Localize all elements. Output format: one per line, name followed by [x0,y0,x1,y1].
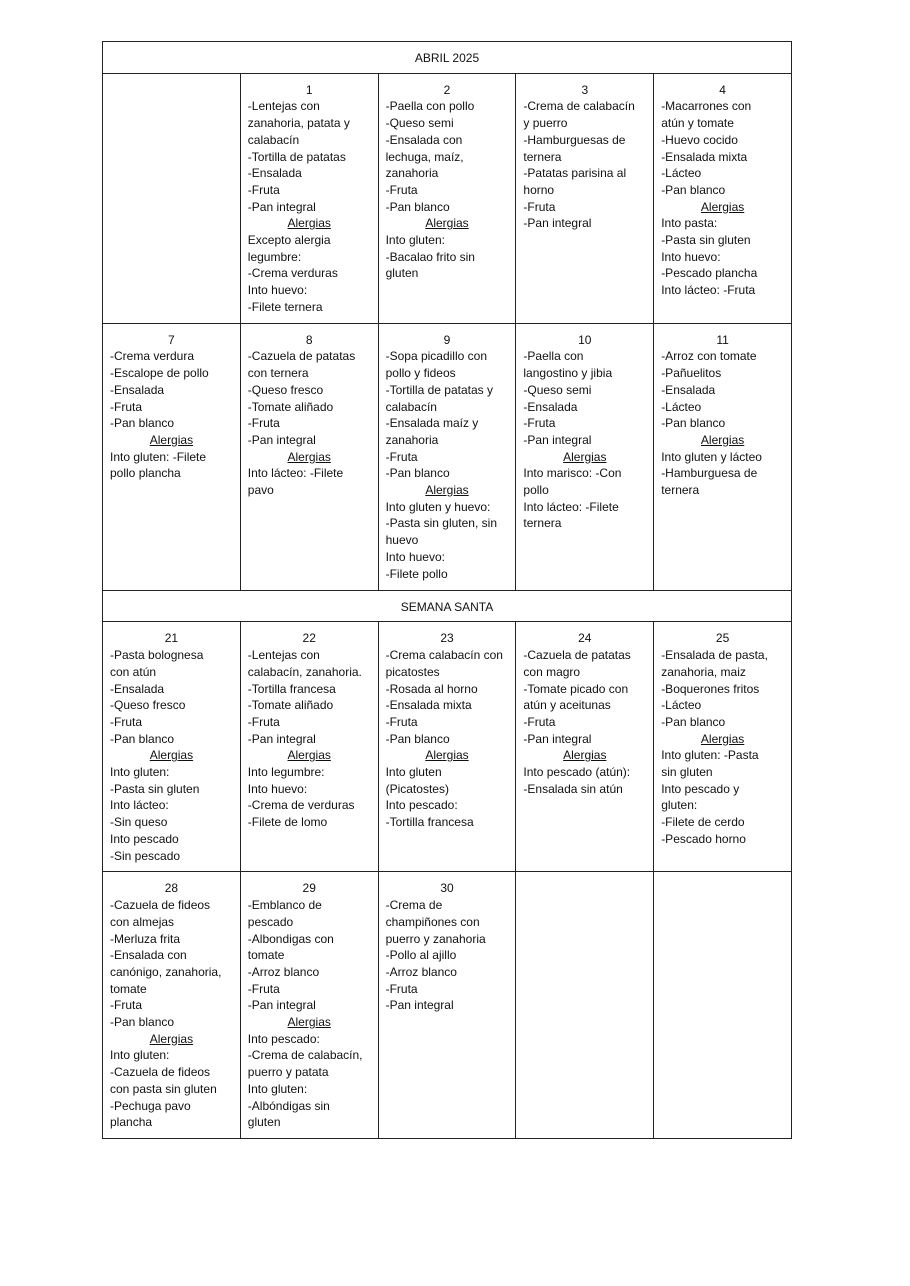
menu-line: Into pasta: [661,216,718,231]
menu-line: -Fruta [247,182,280,197]
menu-line: -Emblanco de [247,898,322,913]
day-cell [654,622,792,872]
allergies-heading: Alergias [287,1015,331,1030]
day-cell [378,323,516,590]
allergies-heading: Alergias [149,1031,194,1046]
menu-line: Into lácteo: -Filete [523,499,619,514]
menu-line: pavo [247,483,274,498]
menu-line: -Pan blanco [661,416,726,431]
menu-line: zanahoria, patata y [247,116,350,131]
menu-line: Into gluten: -Pasta [661,748,759,763]
day-cell [516,73,654,323]
menu-line: -Huevo cocido [661,132,738,147]
menu-line: -Pan blanco [661,182,726,197]
menu-line: -Pan blanco [110,416,175,431]
menu-line: -Fruta [523,199,556,214]
allergies-heading: Alergias [287,449,331,464]
menu-line: Into lácteo: -Filete [247,466,344,481]
menu-line: Into gluten: [110,1048,170,1063]
title-row [103,42,792,74]
menu-line: puerro y zanahoria [385,931,486,946]
day-cell [240,323,378,590]
menu-line: -Crema de verduras [247,798,355,813]
menu-line: gluten [247,1115,281,1130]
menu-line: -Filete ternera [247,299,323,314]
allergies-heading: Alergias [425,748,469,763]
day-number: 29 [302,881,316,896]
day-cell [516,622,654,872]
menu-line: -Tortilla francesa [385,815,474,830]
menu-line: -Ensalada con [385,132,463,147]
menu-line: -Fruta [110,399,143,414]
menu-line: gluten [385,266,419,281]
menu-line: gluten: [661,798,698,813]
menu-line: -Arroz blanco [385,964,457,979]
menu-line: -Sin queso [110,815,168,830]
separator-row [103,590,792,622]
menu-line: puerro y patata [247,1065,329,1080]
menu-line: -Fruta [523,714,556,729]
menu-line: -Cazuela de fideos [110,1065,211,1080]
menu-line: -Crema verdura [110,349,195,364]
menu-line: -Pan blanco [385,466,450,481]
menu-line: Into gluten: [247,1081,308,1096]
menu-line: -Crema de calabacín, [247,1048,363,1063]
menu-line: Into pescado (atún): [523,765,631,780]
menu-line: ternera [523,516,562,531]
day-number: 8 [305,332,313,347]
week-row-3 [103,622,792,872]
menu-line: -Ensalada mixta [661,149,748,164]
day-number: 10 [578,332,592,347]
menu-line: ternera [661,483,700,498]
menu-line: pescado [247,914,294,929]
allergies-heading: Alergias [149,748,194,763]
menu-line: con almejas [110,914,175,929]
day-cell [240,73,378,323]
menu-line: Into huevo: [385,549,445,564]
menu-line: -Pasta sin gluten [110,781,200,796]
day-cell [378,872,516,1139]
menu-line: con magro [523,664,581,679]
menu-line: -Filete de lomo [247,815,328,830]
menu-line: -Pescado plancha [661,266,758,281]
menu-line: zanahoria, maiz [661,664,746,679]
menu-line: -Fruta [247,714,280,729]
menu-line: legumbre: [247,249,302,264]
allergies-heading: Alergias [425,216,469,231]
menu-line: -Queso semi [385,116,454,131]
menu-line: -Queso fresco [247,382,324,397]
menu-line: -Arroz con tomate [661,349,757,364]
menu-line: -Fruta [110,998,143,1013]
menu-line: plancha [110,1115,153,1130]
menu-line: -Arroz blanco [247,964,320,979]
menu-line: Into gluten: -Filete [110,449,207,464]
menu-line: -Pan integral [385,998,454,1013]
day-cell [516,323,654,590]
menu-line: Into huevo: [247,283,308,298]
week-row-1 [103,73,792,323]
menu-line: -Albóndigas sin [247,1098,330,1113]
menu-line: Into marisco: -Con [523,466,622,481]
menu-line: Into pescado [110,831,179,846]
month-title: ABRIL 2025 [103,42,792,74]
allergies-heading: Alergias [287,748,331,763]
menu-line: Into gluten y huevo: [385,499,491,514]
menu-line: -Ensalada maíz y [385,416,479,431]
menu-line: tomate [110,981,147,996]
menu-line: Into gluten y lácteo [661,449,762,464]
day-number: 3 [581,82,589,97]
menu-line: -Ensalada de pasta, [661,648,768,663]
menu-line: -Crema de [385,898,443,913]
day-number: 24 [578,631,592,646]
menu-line: -Fruta [385,182,418,197]
menu-line: -Ensalada [523,399,578,414]
menu-line: sin gluten [661,765,713,780]
menu-line: -Pan blanco [661,714,726,729]
menu-line: Excepto alergia [247,233,331,248]
day-number: 25 [715,631,730,646]
menu-line: -Paella con pollo [385,99,475,114]
menu-line: Into huevo: [661,249,721,264]
menu-table [102,41,792,1139]
allergies-heading: Alergias [149,432,194,447]
day-cell [103,622,241,872]
menu-line: -Crema de calabacín [523,99,635,114]
menu-line: -Tortilla francesa [247,681,336,696]
day-cell [103,872,241,1139]
menu-line: pollo plancha [110,466,181,481]
day-number: 21 [164,631,179,646]
menu-line: -Fruta [247,981,280,996]
day-number: 30 [440,881,454,896]
menu-line: -Cazuela de fideos [110,898,211,913]
menu-line: Into pescado y [661,781,740,796]
day-cell [240,622,378,872]
day-number: 22 [302,631,316,646]
day-number: 2 [443,82,451,97]
menu-line: -Ensalada [110,382,165,397]
menu-line: zanahoria [385,432,439,447]
menu-line: -Merluza frita [110,931,181,946]
menu-line: -Tomate picado con [523,681,629,696]
menu-line: pollo y fideos [385,366,456,381]
menu-line: canónigo, zanahoria, [110,964,222,979]
day-cell [103,323,241,590]
menu-line: -Pasta sin gluten [661,233,751,248]
menu-line: -Lácteo [661,698,702,713]
menu-line: -Lácteo [661,399,702,414]
menu-line: lechuga, maíz, [385,149,464,164]
menu-line: -Ensalada mixta [385,698,472,713]
day-number: 23 [440,631,454,646]
menu-line: con ternera [247,366,309,381]
day-cell [516,872,654,1139]
day-cell [103,73,241,323]
menu-line: -Pan integral [247,998,316,1013]
menu-line: -Lácteo [661,166,702,181]
menu-line: -Pechuga pavo [110,1098,191,1113]
menu-line: -Pollo al ajillo [385,948,457,963]
menu-line: con pasta sin gluten [110,1081,217,1096]
semana-santa-label: SEMANA SANTA [103,590,792,622]
day-cell [654,872,792,1139]
menu-line: zanahoria [385,166,439,181]
allergies-heading: Alergias [700,731,745,746]
menu-line: -Paella con [523,349,584,364]
allergies-heading: Alergias [425,483,469,498]
menu-line: Into legumbre: [247,765,325,780]
menu-line: picatostes [385,664,440,679]
menu-line: Into gluten [385,765,442,780]
menu-line: con atún [110,664,157,679]
menu-line: -Escalope de pollo [110,366,209,381]
menu-line: -Boquerones fritos [661,681,760,696]
menu-line: atún y tomate [661,116,734,131]
menu-line: -Pan integral [523,432,592,447]
menu-line: -Tortilla de patatas y [385,382,493,397]
menu-line: -Fruta [385,449,418,464]
menu-line: -Crema calabacín con [385,648,503,663]
day-cell [378,622,516,872]
menu-line: -Pan blanco [110,1015,175,1030]
menu-line: champiñones con [385,914,480,929]
menu-line: -Patatas parisina al [523,166,627,181]
allergies-heading: Alergias [563,748,607,763]
menu-line: -Ensalada [661,382,716,397]
menu-line: -Filete de cerdo [661,815,745,830]
menu-line: calabacín, zanahoria. [247,664,362,679]
menu-line: -Fruta [385,714,418,729]
menu-line: -Tomate aliñado [247,698,334,713]
week-row-4 [103,872,792,1139]
menu-line: -Queso semi [523,382,592,397]
menu-line: Into pescado: [247,1031,320,1046]
menu-line: horno [523,182,555,197]
menu-line: -Pan integral [523,731,592,746]
menu-line: -Fruta [247,416,280,431]
menu-line: ternera [523,149,562,164]
menu-line: -Queso fresco [110,698,186,713]
menu-line: -Pan integral [523,216,592,231]
menu-line: -Ensalada sin atún [523,781,623,796]
day-cell [378,73,516,323]
week-row-2 [103,323,792,590]
menu-line: -Pan integral [247,432,316,447]
menu-line: -Sopa picadillo con [385,349,487,364]
allergies-heading: Alergias [563,449,607,464]
menu-line: y puerro [523,116,568,131]
allergies-heading: Alergias [700,432,745,447]
day-cell [654,73,792,323]
menu-line: calabacín [385,399,437,414]
allergies-heading: Alergias [287,216,331,231]
menu-line: -Cazuela de patatas [523,648,631,663]
menu-line: pollo [523,483,549,498]
menu-line: -Hamburguesas de [523,132,626,147]
menu-line: -Lentejas con [247,99,320,114]
menu-line: -Rosada al horno [385,681,478,696]
menu-line: -Pasta sin gluten, sin [385,516,497,531]
menu-line: -Ensalada [247,166,302,181]
menu-line: -Pescado horno [661,831,746,846]
menu-line: -Pan integral [247,199,316,214]
menu-line: -Ensalada [110,681,165,696]
day-number: 4 [719,82,726,97]
menu-line: -Filete pollo [385,566,448,581]
day-number: 11 [716,332,729,347]
day-number: 28 [164,881,179,896]
menu-line: huevo [385,533,419,548]
menu-line: -Macarrones con [661,99,752,114]
menu-line: -Pañuelitos [661,366,722,381]
menu-line: -Bacalao frito sin [385,249,475,264]
day-number: 9 [443,332,451,347]
menu-line: -Tortilla de patatas [247,149,346,164]
day-number: 1 [305,82,313,97]
menu-line: -Pan integral [247,731,316,746]
menu-line: -Ensalada con [110,948,187,963]
menu-line: -Sin pescado [110,848,181,863]
menu-line: calabacín [247,132,300,147]
menu-line: langostino y jibia [523,366,613,381]
menu-line: Into huevo: [247,781,308,796]
menu-line: atún y aceitunas [523,698,611,713]
menu-line: (Picatostes) [385,781,449,796]
day-number: 7 [168,332,175,347]
menu-line: -Pan blanco [385,731,450,746]
allergies-heading: Alergias [700,199,745,214]
menu-line: -Cazuela de patatas [247,349,356,364]
menu-line: -Pan blanco [385,199,450,214]
menu-line: -Tomate aliñado [247,399,334,414]
day-cell [654,323,792,590]
menu-line: -Pan blanco [110,731,175,746]
menu-line: Into gluten: [385,233,445,248]
menu-line: -Crema verduras [247,266,338,281]
menu-line: Into lácteo: -Fruta [661,283,756,298]
menu-line: -Fruta [385,981,418,996]
menu-line: Into gluten: [110,765,170,780]
menu-line: tomate [247,948,285,963]
menu-line: -Fruta [523,416,556,431]
menu-line: -Fruta [110,714,143,729]
menu-line: -Pasta bolognesa [110,648,204,663]
day-cell [240,872,378,1139]
menu-line: Into pescado: [385,798,458,813]
menu-line: -Hamburguesa de [661,466,758,481]
menu-line: -Albondigas con [247,931,334,946]
menu-line: -Lentejas con [247,648,320,663]
menu-line: Into lácteo: [110,798,169,813]
